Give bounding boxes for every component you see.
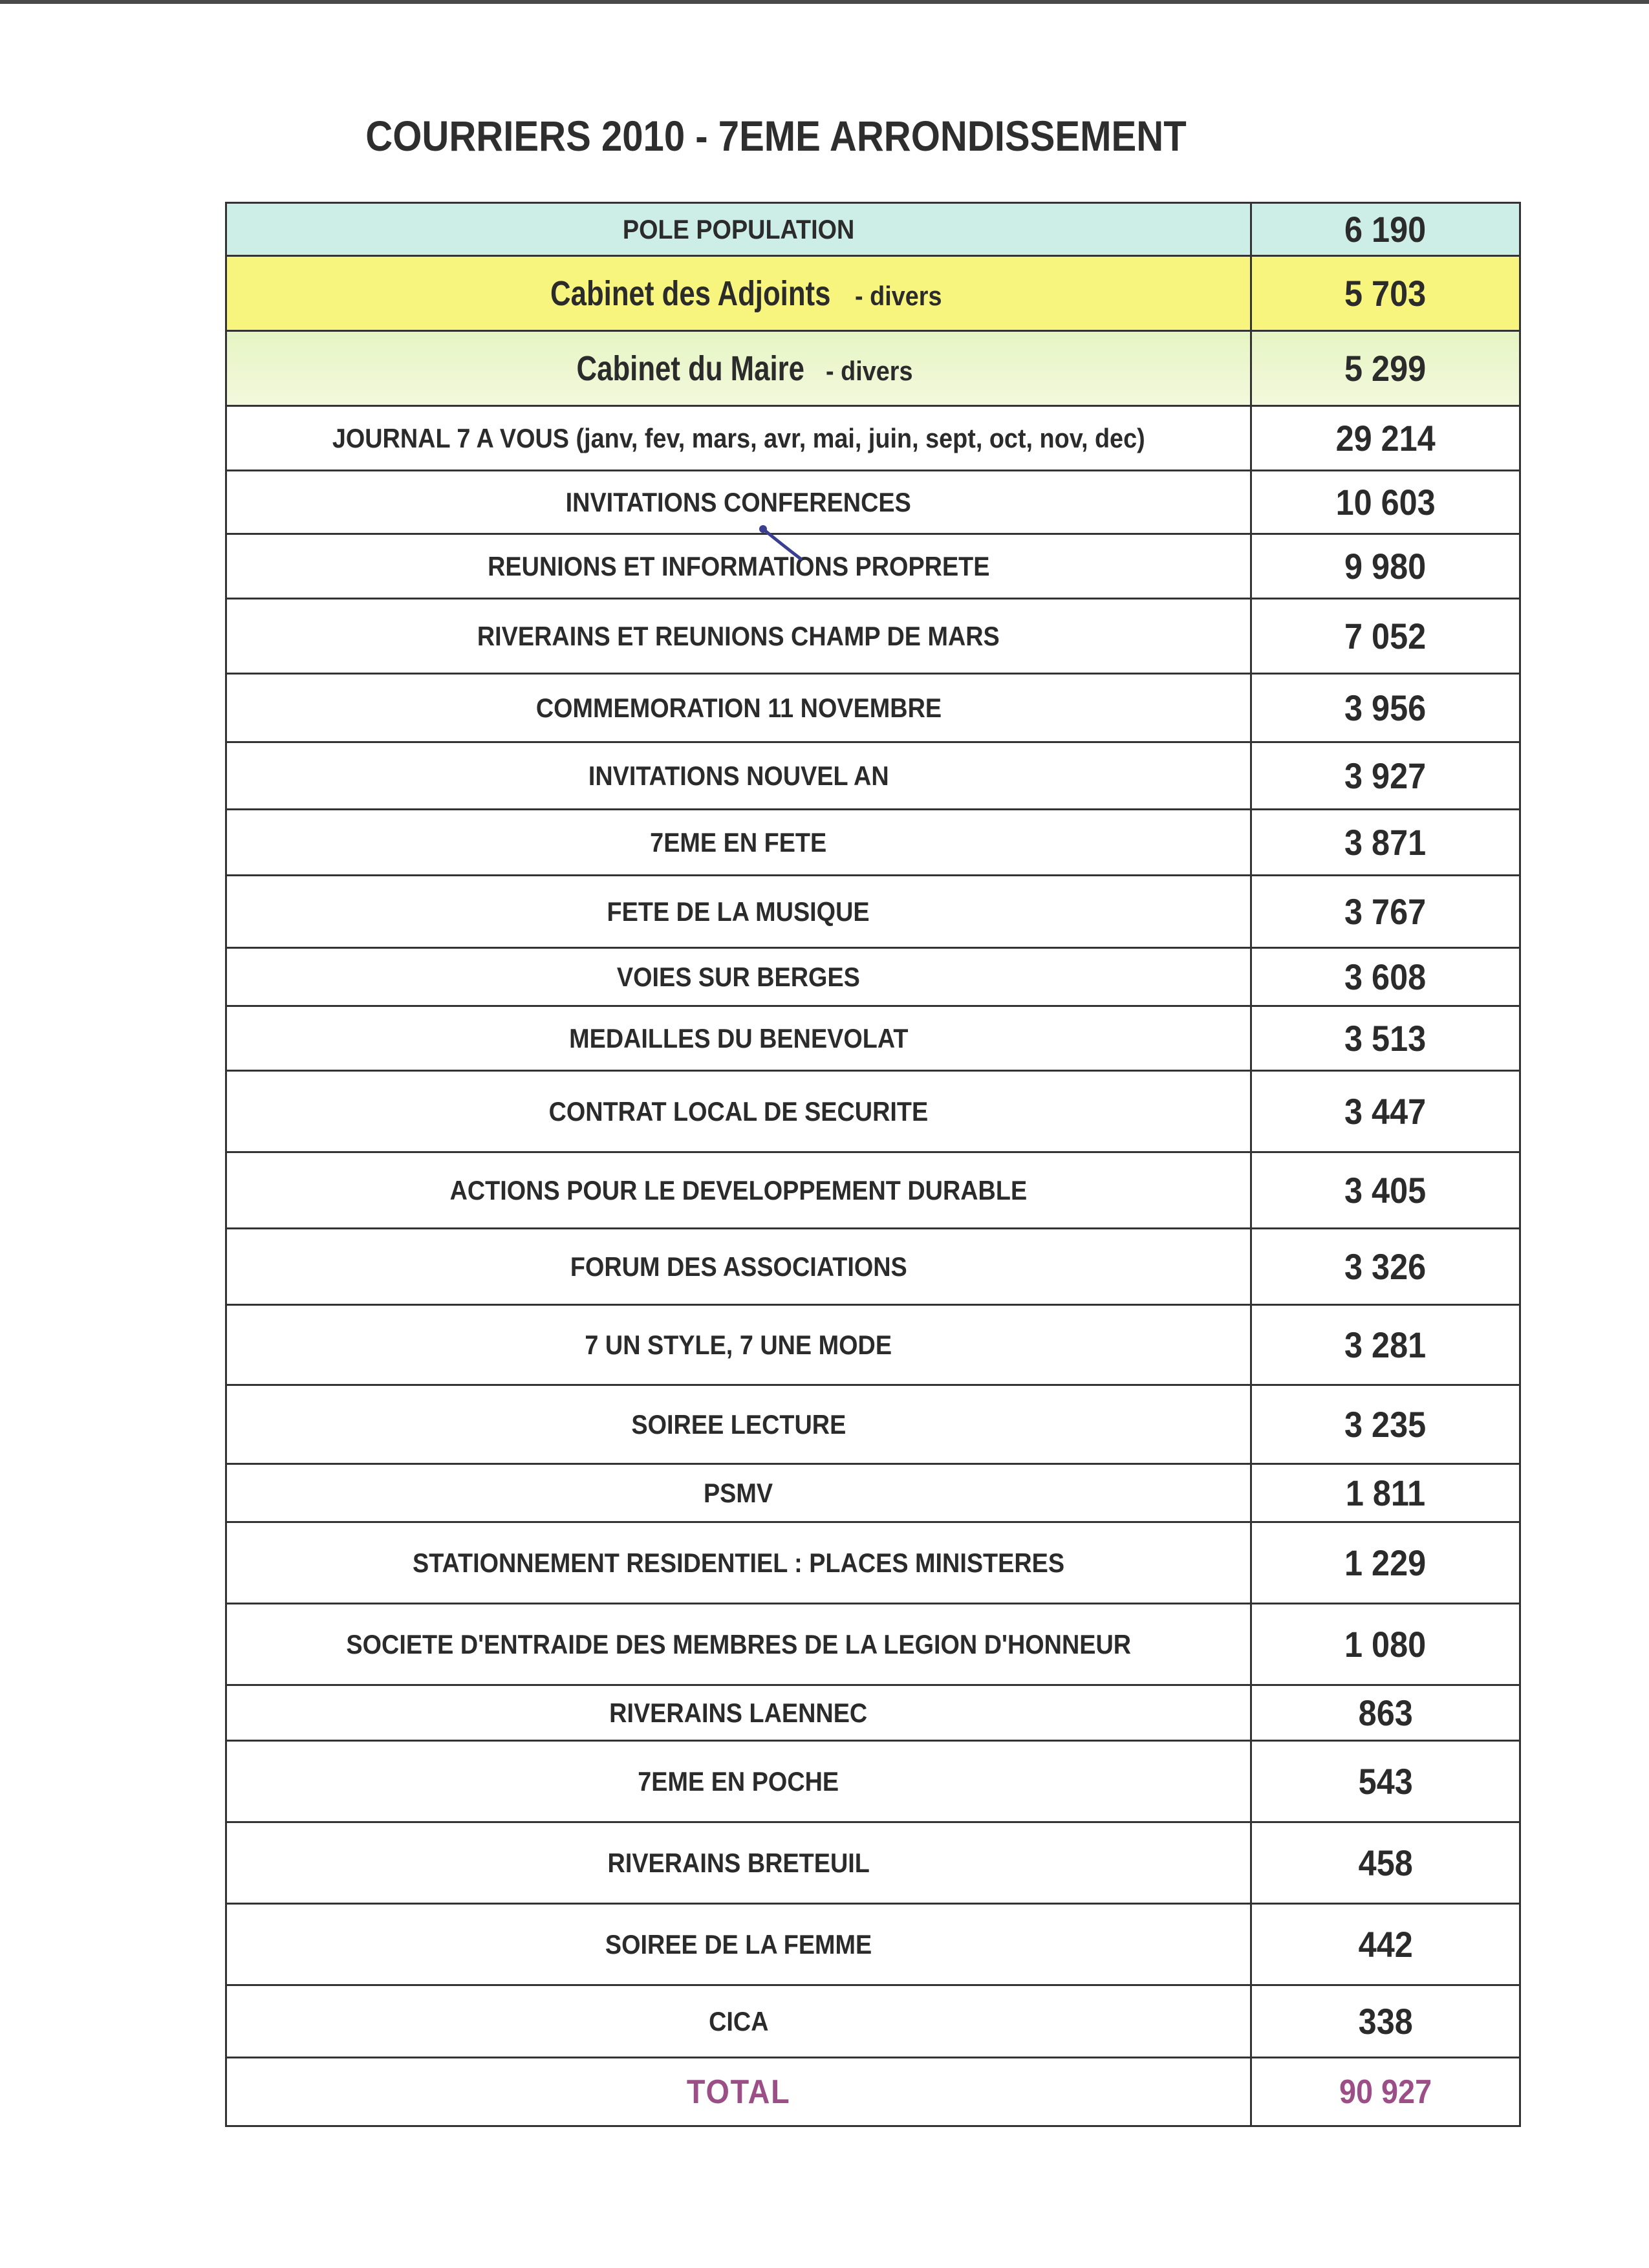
table-row xyxy=(226,1741,1520,1822)
table-row xyxy=(226,534,1520,599)
table-row xyxy=(226,203,1520,256)
row-label-suffix: - divers xyxy=(855,280,942,311)
row-label: PSMV xyxy=(226,1464,1251,1522)
row-label: ACTIONS POUR LE DEVELOPPEMENT DURABLE xyxy=(226,1152,1251,1229)
table-row xyxy=(226,1071,1520,1152)
row-label: 7EME EN POCHE xyxy=(226,1741,1251,1822)
row-label: FETE DE LA MUSIQUE xyxy=(226,876,1251,948)
row-value: 3 326 xyxy=(1251,1229,1520,1305)
total-value: 90 927 xyxy=(1251,2058,1520,2126)
table-row xyxy=(226,256,1520,331)
row-label: SOIREE LECTURE xyxy=(226,1385,1251,1464)
row-label: 7EME EN FETE xyxy=(226,810,1251,876)
scan-edge xyxy=(0,0,1649,4)
row-label: RIVERAINS LAENNEC xyxy=(226,1685,1251,1741)
table-row xyxy=(226,674,1520,742)
row-label: 7 UN STYLE, 7 UNE MODE xyxy=(226,1305,1251,1385)
row-label: JOURNAL 7 A VOUS (janv, fev, mars, avr, mai, juin, sept, oct, nov, dec) xyxy=(226,406,1251,471)
table-row xyxy=(226,406,1520,471)
row-value: 3 447 xyxy=(1251,1071,1520,1152)
table-row xyxy=(226,1152,1520,1229)
row-value: 1 229 xyxy=(1251,1522,1520,1604)
row-value: 3 281 xyxy=(1251,1305,1520,1385)
table-row xyxy=(226,1685,1520,1741)
table-row xyxy=(226,1822,1520,1904)
row-value: 3 927 xyxy=(1251,742,1520,810)
mail-count-table xyxy=(225,202,1521,2127)
row-label: MEDAILLES DU BENEVOLAT xyxy=(226,1006,1251,1071)
row-label: FORUM DES ASSOCIATIONS xyxy=(226,1229,1251,1305)
row-value: 9 980 xyxy=(1251,534,1520,599)
row-value: 29 214 xyxy=(1251,406,1520,471)
row-value: 3 513 xyxy=(1251,1006,1520,1071)
pen-mark-icon xyxy=(758,525,810,564)
row-value: 3 956 xyxy=(1251,674,1520,742)
row-value: 5 703 xyxy=(1251,256,1520,331)
table-row xyxy=(226,471,1520,534)
row-label: REUNIONS ET INFORMATIONS PROPRETE xyxy=(226,534,1251,599)
row-label: STATIONNEMENT RESIDENTIEL : PLACES MINISTERES xyxy=(226,1522,1251,1604)
row-label: Cabinet des Adjoints - divers xyxy=(226,256,1251,331)
table-row xyxy=(226,1604,1520,1685)
row-label: CICA xyxy=(226,1985,1251,2058)
row-value: 10 603 xyxy=(1251,471,1520,534)
row-value: 458 xyxy=(1251,1822,1520,1904)
row-label: RIVERAINS BRETEUIL xyxy=(226,1822,1251,1904)
row-label: INVITATIONS NOUVEL AN xyxy=(226,742,1251,810)
row-label: INVITATIONS CONFERENCES xyxy=(226,471,1251,534)
table-row xyxy=(226,1229,1520,1305)
row-value: 338 xyxy=(1251,1985,1520,2058)
row-value: 7 052 xyxy=(1251,599,1520,674)
table-row xyxy=(226,1006,1520,1071)
row-value: 3 235 xyxy=(1251,1385,1520,1464)
row-label: SOIREE DE LA FEMME xyxy=(226,1904,1251,1985)
row-value: 863 xyxy=(1251,1685,1520,1741)
row-value: 442 xyxy=(1251,1904,1520,1985)
row-label: Cabinet du Maire - divers xyxy=(226,331,1251,406)
row-label: POLE POPULATION xyxy=(226,203,1251,256)
row-value: 543 xyxy=(1251,1741,1520,1822)
row-label: RIVERAINS ET REUNIONS CHAMP DE MARS xyxy=(226,599,1251,674)
row-label: SOCIETE D'ENTRAIDE DES MEMBRES DE LA LEGION D'HONNEUR xyxy=(226,1604,1251,1685)
table-row xyxy=(226,742,1520,810)
table-row xyxy=(226,1305,1520,1385)
table-row xyxy=(226,1904,1520,1985)
table-row xyxy=(226,948,1520,1006)
table-row xyxy=(226,1385,1520,1464)
row-value: 3 608 xyxy=(1251,948,1520,1006)
row-value: 6 190 xyxy=(1251,203,1520,256)
table-row xyxy=(226,331,1520,406)
row-value: 5 299 xyxy=(1251,331,1520,406)
row-value: 1 080 xyxy=(1251,1604,1520,1685)
row-label-suffix: - divers xyxy=(826,355,913,386)
table-row xyxy=(226,599,1520,674)
row-label: VOIES SUR BERGES xyxy=(226,948,1251,1006)
row-label: CONTRAT LOCAL DE SECURITE xyxy=(226,1071,1251,1152)
page-title: COURRIERS 2010 - 7EME ARRONDISSEMENT xyxy=(365,112,1187,160)
row-value: 3 871 xyxy=(1251,810,1520,876)
table-row xyxy=(226,1985,1520,2058)
table-row xyxy=(226,810,1520,876)
row-label: COMMEMORATION 11 NOVEMBRE xyxy=(226,674,1251,742)
table-row xyxy=(226,1522,1520,1604)
table-row xyxy=(226,1464,1520,1522)
row-value: 3 405 xyxy=(1251,1152,1520,1229)
table-row xyxy=(226,876,1520,948)
total-label: TOTAL xyxy=(226,2058,1251,2126)
row-value: 1 811 xyxy=(1251,1464,1520,1522)
row-value: 3 767 xyxy=(1251,876,1520,948)
total-row xyxy=(226,2058,1520,2126)
